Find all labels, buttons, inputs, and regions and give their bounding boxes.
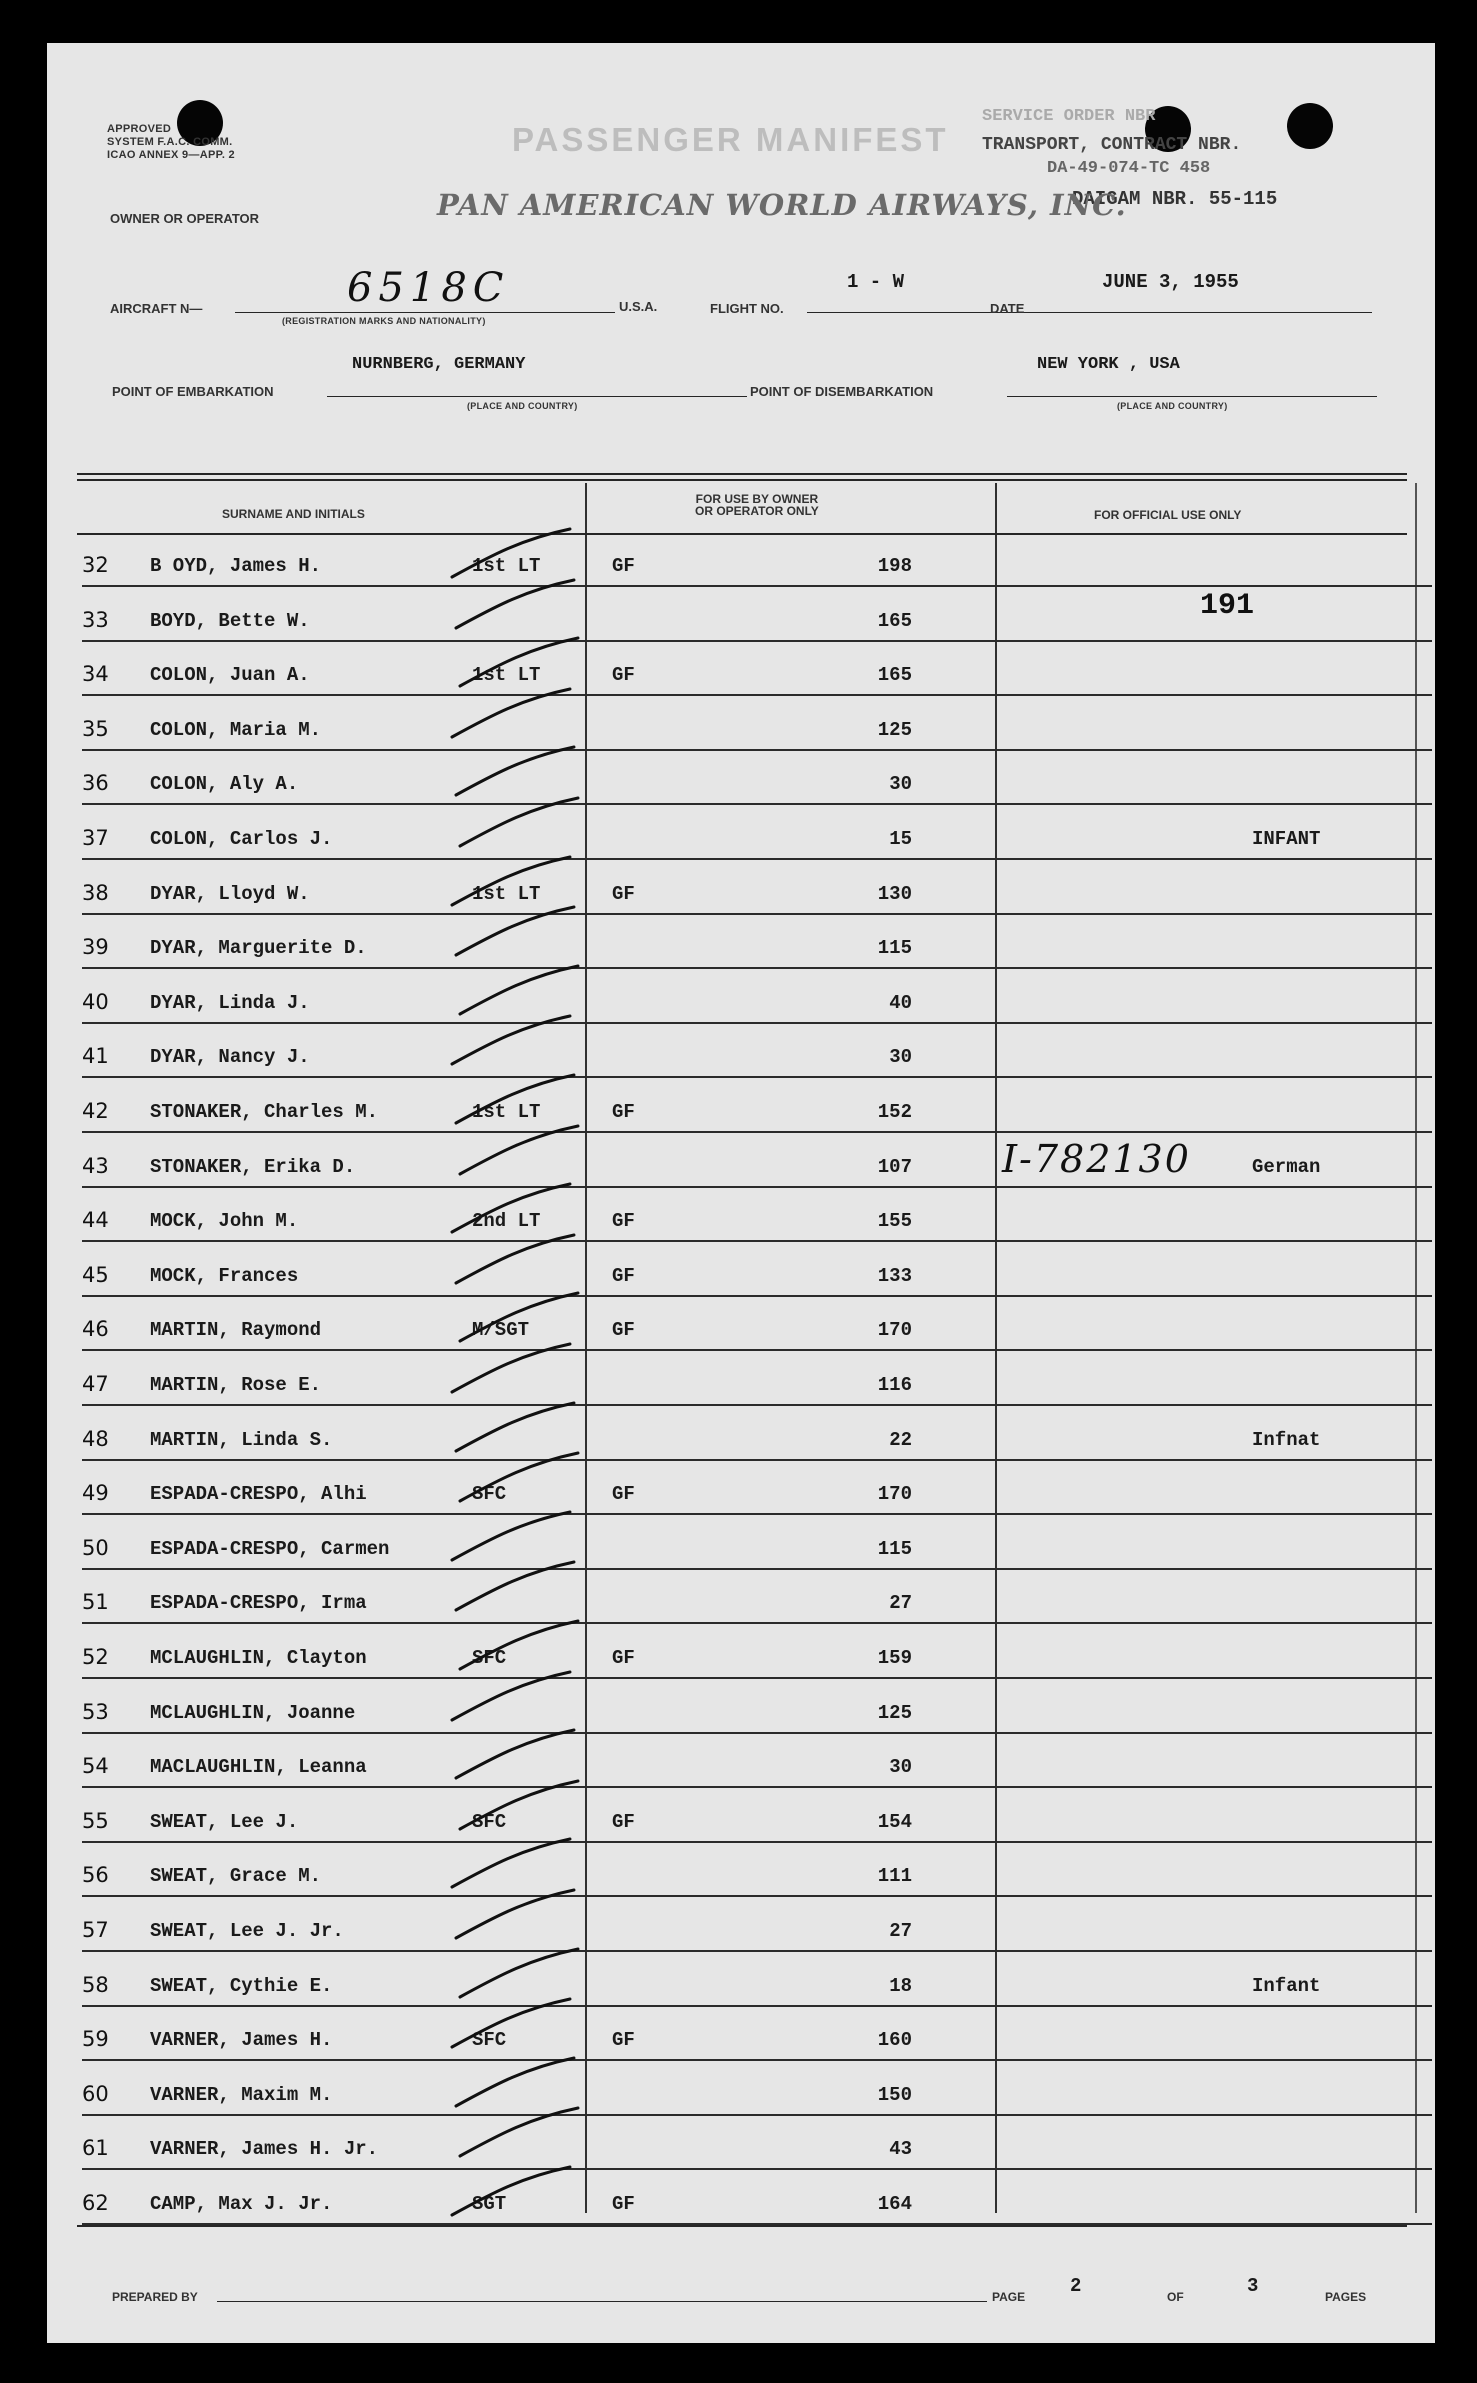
passenger-rank: SFC [472, 1810, 507, 1833]
passenger-rank: 1st LT [472, 664, 541, 687]
passenger-name: MACLAUGHLIN, Leanna [150, 1756, 367, 1779]
row-number: 46 [82, 1317, 109, 1342]
passenger-rank: SGT [472, 2193, 507, 2215]
passenger-name: SWEAT, Cythie E. [150, 1974, 333, 1997]
status-code: GF [612, 2029, 635, 2052]
table-row [82, 1625, 1432, 1679]
passenger-weight: 18 [889, 1974, 912, 1997]
official-note: Infant [1252, 1974, 1321, 1997]
col-official-header: FOR OFFICIAL USE ONLY [1094, 508, 1242, 522]
status-code: GF [612, 1210, 635, 1233]
passenger-name: ESPADA-CRESPO, Irma [150, 1592, 367, 1615]
disembark-value: NEW YORK , USA [1037, 355, 1180, 374]
table-row [82, 1243, 1432, 1297]
service-order: SERVICE ORDER NBR [982, 107, 1156, 126]
status-code: GF [612, 1810, 635, 1833]
table-row [82, 915, 1432, 969]
passenger-name: SWEAT, Lee J. Jr. [150, 1920, 344, 1942]
passenger-weight: 111 [877, 1865, 912, 1888]
passenger-name: MARTIN, Linda S. [150, 1428, 333, 1451]
check-mark [442, 2157, 602, 2227]
status-code: GF [612, 1483, 635, 1506]
row-number: 54 [82, 1754, 109, 1779]
embark-underline [327, 396, 747, 397]
table-row [82, 1134, 1432, 1188]
of-label: OF [1167, 2290, 1184, 2304]
passenger-name: MOCK, John M. [150, 1210, 299, 1233]
passenger-weight: 165 [877, 664, 912, 687]
passenger-rank: 1st LT [472, 555, 541, 577]
daigam-number: DAIGAM NBR. 55-115 [1072, 188, 1278, 210]
passenger-name: VARNER, Maxim M. [150, 2083, 333, 2106]
row-number: 43 [82, 1153, 109, 1178]
contract-number: DA-49-074-TC 458 [1047, 159, 1211, 178]
row-number: 48 [82, 1426, 109, 1451]
row-number: 57 [82, 1918, 109, 1942]
col-owner-header [695, 493, 819, 517]
row-number: 41 [82, 1044, 109, 1069]
table-row [82, 1570, 1432, 1624]
punch-hole [1287, 103, 1333, 149]
embark-caption: (PLACE AND COUNTRY) [467, 401, 578, 411]
row-number: 53 [82, 1699, 109, 1724]
table-row [82, 2062, 1432, 2116]
row-number: 61 [82, 2136, 109, 2161]
manifest-sheet [47, 43, 1435, 2343]
passenger-rank: M/SGT [472, 1319, 530, 1342]
passenger-weight: 27 [889, 1592, 912, 1615]
table-row [82, 1024, 1432, 1078]
disembark-caption: (PLACE AND COUNTRY) [1117, 401, 1228, 411]
status-code: GF [612, 555, 635, 577]
date-value: JUNE 3, 1955 [1102, 271, 1239, 293]
table-row [82, 1516, 1432, 1570]
passenger-name: COLON, Aly A. [150, 773, 299, 796]
table-top-rule [77, 473, 1407, 475]
passenger-weight: 125 [877, 1701, 912, 1724]
aircraft-number: 6518C [347, 265, 510, 311]
table-row [82, 751, 1432, 805]
approval-line: APPROVED [107, 123, 172, 135]
flight-label: FLIGHT NO. [710, 301, 784, 316]
total-pages: 3 [1247, 2275, 1259, 2297]
passenger-weight: 30 [889, 773, 912, 796]
official-note: INFANT [1252, 828, 1321, 850]
passenger-weight: 152 [877, 1101, 912, 1123]
passenger-name: STONAKER, Erika D. [150, 1155, 356, 1178]
passenger-name: B OYD, James H. [150, 555, 322, 577]
passenger-rank: SFC [472, 1647, 507, 1669]
disembark-label: POINT OF DISEMBARKATION [750, 384, 934, 399]
table-row [82, 806, 1432, 860]
table-row [82, 1407, 1432, 1461]
row-number: 58 [82, 1972, 109, 1997]
status-code: GF [612, 1647, 635, 1669]
row-number: 38 [82, 880, 109, 905]
passenger-name: BOYD, Bette W. [150, 609, 310, 632]
passenger-name: MCLAUGHLIN, Joanne [150, 1701, 356, 1724]
page-title: PASSENGER MANIFEST [512, 121, 949, 158]
passenger-weight: 170 [877, 1319, 912, 1342]
passenger-name: ESPADA-CRESPO, Carmen [150, 1537, 390, 1560]
row-number: 35 [82, 716, 109, 741]
aircraft-label: AIRCRAFT N— [110, 301, 203, 316]
row-number: 39 [82, 935, 109, 960]
passenger-weight: 107 [877, 1155, 912, 1178]
prepared-label: PREPARED BY [112, 2290, 198, 2304]
table-row [82, 2116, 1432, 2170]
passenger-weight: 30 [889, 1046, 912, 1069]
approval-line: ICAO ANNEX 9—APP. 2 [107, 149, 235, 161]
passenger-weight: 15 [889, 828, 912, 850]
owner-label: OWNER OR OPERATOR [110, 211, 260, 226]
passenger-weight: 159 [877, 1647, 912, 1669]
passenger-name: CAMP, Max J. Jr. [150, 2193, 333, 2215]
passenger-name: DYAR, Marguerite D. [150, 937, 367, 960]
row-number: 34 [82, 662, 109, 687]
passenger-rank: 1st LT [472, 882, 541, 905]
passenger-name: ESPADA-CRESPO, Alhi [150, 1483, 367, 1506]
passenger-weight: 133 [877, 1264, 912, 1287]
row-number: 40 [82, 989, 109, 1014]
row-number: 60 [82, 2081, 109, 2106]
passenger-name: COLON, Maria M. [150, 718, 322, 741]
approval-line: SYSTEM F.A.C. COMM. [107, 136, 233, 148]
alien-registration-number: I-782130 [1002, 1137, 1191, 1181]
flight-number: 1 - W [847, 271, 905, 293]
table-row [82, 2007, 1432, 2061]
row-number: 62 [82, 2191, 109, 2215]
passenger-weight: 160 [877, 2029, 912, 2052]
passenger-name: SWEAT, Lee J. [150, 1810, 299, 1833]
official-note: German [1252, 1155, 1321, 1178]
approval-block [107, 123, 235, 162]
prepared-underline [217, 2301, 987, 2302]
table-row [82, 970, 1432, 1024]
col-owner-line: OR OPERATOR ONLY [695, 504, 819, 518]
row-number: 55 [82, 1808, 109, 1833]
table-row [82, 1734, 1432, 1788]
embark-label: POINT OF EMBARKATION [112, 384, 274, 399]
official-note: Infnat [1252, 1428, 1321, 1451]
passenger-weight: 198 [877, 555, 912, 577]
passenger-name: MOCK, Frances [150, 1264, 299, 1287]
registration-caption: (REGISTRATION MARKS AND NATIONALITY) [282, 316, 486, 326]
passenger-weight: 150 [877, 2083, 912, 2106]
row-number: 59 [82, 2027, 109, 2052]
page-number: 2 [1070, 2275, 1082, 2297]
passenger-weight: 165 [877, 609, 912, 632]
status-code: GF [612, 882, 635, 905]
row-number: 52 [82, 1645, 109, 1669]
table-row [82, 2171, 1432, 2225]
table-row [82, 1352, 1432, 1406]
table-row [82, 1297, 1432, 1351]
passenger-weight: 40 [889, 991, 912, 1014]
status-code: GF [612, 1319, 635, 1342]
table-row [82, 697, 1432, 751]
transport-contract: TRANSPORT, CONTRACT NBR. [982, 135, 1242, 155]
passenger-name: MARTIN, Raymond [150, 1319, 322, 1342]
pages-label: PAGES [1325, 2290, 1367, 2304]
passenger-weight: 164 [877, 2193, 912, 2215]
row-number: 51 [82, 1590, 109, 1615]
table-row [82, 642, 1432, 696]
aircraft-underline [235, 312, 615, 313]
page-label: PAGE [992, 2290, 1026, 2304]
table-row [82, 1461, 1432, 1515]
passenger-name: VARNER, James H. Jr. [150, 2138, 379, 2161]
passenger-weight: 170 [877, 1483, 912, 1506]
col-owner-line: FOR USE BY OWNER [695, 492, 819, 506]
passenger-name: DYAR, Nancy J. [150, 1046, 310, 1069]
table-row [82, 1843, 1432, 1897]
status-code: GF [612, 1101, 635, 1123]
passenger-rank: SFC [472, 2029, 507, 2052]
date-underline [1032, 312, 1372, 313]
row-number: 33 [82, 607, 109, 632]
disembark-underline [1007, 396, 1377, 397]
table-row [82, 1953, 1432, 2007]
stamp-number: 191 [1200, 589, 1255, 623]
passenger-weight: 115 [877, 1537, 912, 1560]
passenger-name: STONAKER, Charles M. [150, 1101, 379, 1123]
passenger-name: MCLAUGHLIN, Clayton [150, 1647, 367, 1669]
table-top-rule [77, 479, 1407, 481]
passenger-weight: 116 [877, 1374, 912, 1396]
passenger-weight: 125 [877, 718, 912, 741]
passenger-weight: 115 [877, 937, 912, 960]
passenger-weight: 22 [889, 1428, 912, 1451]
passenger-name: VARNER, James H. [150, 2029, 333, 2052]
row-number: 56 [82, 1863, 109, 1888]
col-surname-header: SURNAME AND INITIALS [222, 507, 365, 521]
passenger-name: DYAR, Linda J. [150, 991, 310, 1014]
row-number: 36 [82, 771, 109, 796]
passenger-rank: 2nd LT [472, 1210, 541, 1233]
passenger-weight: 155 [877, 1210, 912, 1233]
table-row [82, 533, 1432, 587]
row-number: 45 [82, 1262, 109, 1287]
passenger-name: SWEAT, Grace M. [150, 1865, 322, 1888]
usa-label: U.S.A. [619, 299, 658, 314]
passenger-weight: 27 [889, 1920, 912, 1942]
passenger-name: COLON, Carlos J. [150, 828, 333, 850]
row-number: 37 [82, 826, 109, 850]
passenger-rank: 1st LT [472, 1101, 541, 1123]
status-code: GF [612, 664, 635, 687]
status-code: GF [612, 1264, 635, 1287]
row-number: 49 [82, 1481, 109, 1506]
row-number: 47 [82, 1372, 109, 1396]
passenger-name: COLON, Juan A. [150, 664, 310, 687]
row-number: 50 [82, 1535, 109, 1560]
passenger-weight: 30 [889, 1756, 912, 1779]
row-number: 32 [82, 553, 109, 577]
passenger-weight: 154 [877, 1810, 912, 1833]
table-row [82, 1789, 1432, 1843]
table-row [82, 1898, 1432, 1952]
passenger-name: DYAR, Lloyd W. [150, 882, 310, 905]
table-row [82, 1188, 1432, 1242]
company-name: PAN AMERICAN WORLD AIRWAYS, INC. [437, 188, 1127, 222]
passenger-weight: 43 [889, 2138, 912, 2161]
table-row [82, 1680, 1432, 1734]
embark-value: NURNBERG, GERMANY [352, 355, 526, 374]
row-number: 44 [82, 1208, 109, 1233]
table-row [82, 1079, 1432, 1133]
passenger-name: MARTIN, Rose E. [150, 1374, 322, 1396]
passenger-weight: 130 [877, 882, 912, 905]
date-label: DATE [990, 301, 1025, 316]
status-code: GF [612, 2193, 635, 2215]
footer-rule [77, 2225, 1407, 2227]
passenger-rank: SFC [472, 1483, 507, 1506]
table-row [82, 861, 1432, 915]
row-number: 42 [82, 1099, 109, 1123]
